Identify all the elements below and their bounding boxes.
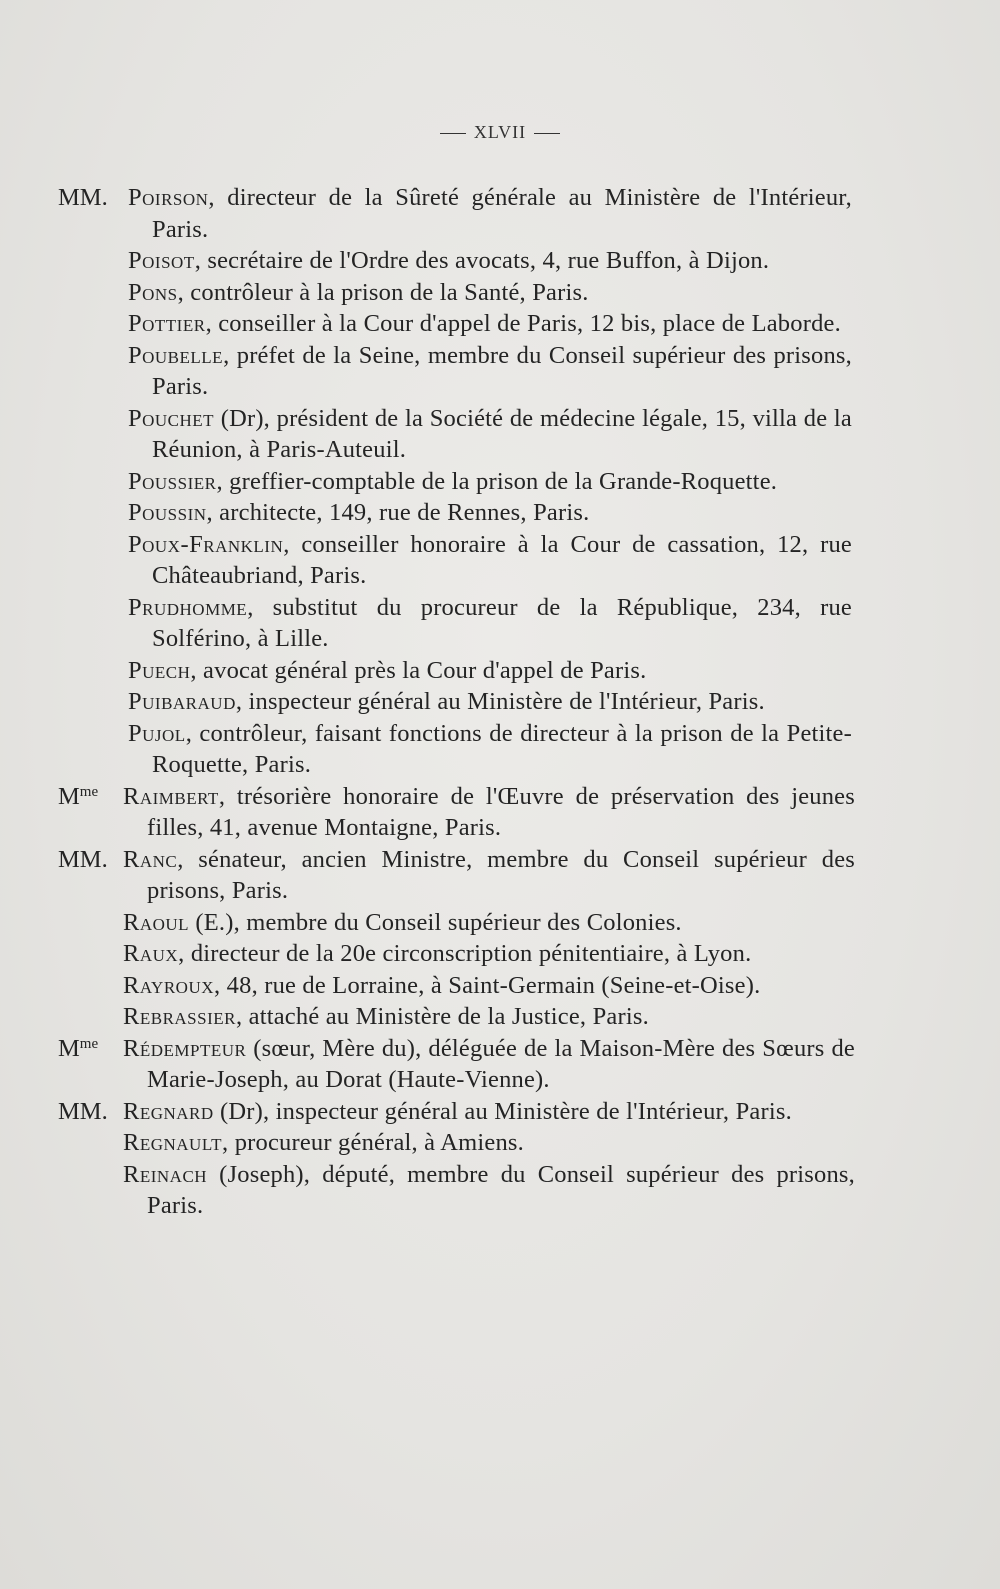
member-description: , directeur de la 20e circonscription pénitentiaire, à Lyon. (178, 940, 752, 967)
member-name: Rédempteur (123, 1034, 247, 1062)
member-name: Poux-Franklin (128, 530, 284, 558)
member-name: Pouchet (128, 404, 215, 432)
page-folio (0, 122, 1000, 143)
member-description: , inspecteur général au Ministère de l'Intérieur, Paris. (235, 688, 765, 715)
member-description: , secrétaire de l'Ordre des avocats, 4, rue Buffon, à Dijon. (194, 247, 770, 274)
member-description: (Dr), président de la Société de médecine légale, 15, villa de la Réunion, à Paris-Auteuil. (152, 404, 852, 463)
list-item (0, 466, 852, 498)
member-description: , sénateur, ancien Ministre, membre du Conseil supérieur des prisons, Paris. (147, 845, 855, 904)
list-item (0, 686, 852, 718)
list-item (0, 1127, 855, 1159)
member-description: (sœur, Mère du), déléguée de la Maison-Mère des Sœurs de Marie-Joseph, au Dorat (Haute-Vienne). (147, 1034, 855, 1093)
member-name: Puech (128, 656, 191, 684)
list-item (0, 308, 852, 340)
honorific: MM. (58, 845, 108, 873)
list-item (0, 1096, 855, 1128)
list-item (0, 182, 852, 245)
member-name: Puibaraud (128, 688, 236, 715)
member-name: Rayroux (123, 971, 215, 999)
member-name: Poussier (128, 467, 217, 495)
member-list (0, 182, 1000, 1222)
list-item (0, 718, 852, 781)
honorific: MM. (58, 184, 108, 211)
member-name: Raimbert (123, 782, 219, 810)
member-description: (E.), membre du Conseil supérieur des Colonies. (189, 908, 682, 936)
member-description: , avocat général près la Cour d'appel de Paris. (190, 656, 647, 684)
member-name: Pujol (128, 719, 186, 747)
folio-number: XLVII (473, 122, 527, 142)
list-item (0, 592, 852, 655)
list-item (0, 340, 852, 403)
folio-dash-left (440, 133, 466, 134)
member-description: (Joseph), député, membre du Conseil supérieur des prisons, Paris. (147, 1160, 855, 1219)
member-description: , 48, rue de Lorraine, à Saint-Germain (Seine-et-Oise). (214, 971, 761, 999)
member-description: , attaché au Ministère de la Justice, Paris. (235, 1003, 649, 1030)
honorific: $M^{me}$ (58, 1034, 99, 1062)
member-name: Ranc (123, 845, 178, 873)
member-name: Raux (123, 940, 179, 967)
member-name: Poubelle (128, 341, 224, 369)
member-description: (Dr), inspecteur général au Ministère de l'Intérieur, Paris. (213, 1097, 792, 1125)
member-name: Prudhomme (128, 593, 248, 621)
member-description: , trésorière honoraire de l'Œuvre de préservation des jeunes filles, 41, avenue Montaigne, Paris. (147, 782, 855, 841)
member-description: , greffier-comptable de la prison de la Grande-Roquette. (216, 467, 778, 495)
list-item (0, 277, 852, 309)
member-description: , directeur de la Sûreté générale au Ministère de l'Intérieur, Paris. (152, 184, 852, 243)
member-name: Pons (128, 278, 178, 306)
honorific: MM. (58, 1097, 108, 1125)
list-item (0, 844, 855, 907)
list-item (0, 497, 852, 529)
member-description: , architecte, 149, rue de Rennes, Paris. (206, 499, 590, 526)
folio-dash-right (534, 133, 560, 134)
member-name: Poisot (128, 247, 195, 274)
honorific: $M^{me}$ (58, 782, 99, 810)
member-name: Poussin (128, 499, 207, 526)
member-description: , contrôleur à la prison de la Santé, Paris. (177, 278, 589, 306)
member-description: , procureur général, à Amiens. (222, 1129, 524, 1156)
list-item (0, 1033, 855, 1096)
list-item (0, 1159, 855, 1222)
list-item (0, 403, 852, 466)
list-item (0, 907, 855, 939)
member-description: , conseiller à la Cour d'appel de Paris, 12 bis, place de Laborde. (205, 310, 841, 337)
list-item (0, 655, 852, 687)
member-name: Pottier (128, 310, 206, 337)
list-item (0, 970, 855, 1002)
member-description: , préfet de la Seine, membre du Conseil supérieur des prisons, Paris. (152, 341, 852, 400)
list-item (0, 245, 852, 277)
list-item (0, 529, 852, 592)
member-name: Rebrassier (123, 1003, 236, 1030)
member-description: , substitut du procureur de la République, 234, rue Solférino, à Lille. (152, 593, 852, 652)
member-description: , contrôleur, faisant fonctions de directeur à la prison de la Petite-Roquette, Paris. (152, 719, 852, 778)
member-name: Reinach (123, 1160, 208, 1188)
list-item (0, 1001, 855, 1033)
member-name: Raoul (123, 908, 190, 936)
member-description: , conseiller honoraire à la Cour de cassation, 12, rue Châteaubriand, Paris. (152, 530, 852, 589)
list-item (0, 781, 855, 844)
member-name: Poirson (128, 184, 209, 211)
member-name: Regnault (123, 1129, 223, 1156)
member-name: Regnard (123, 1097, 214, 1125)
list-item (0, 938, 855, 970)
